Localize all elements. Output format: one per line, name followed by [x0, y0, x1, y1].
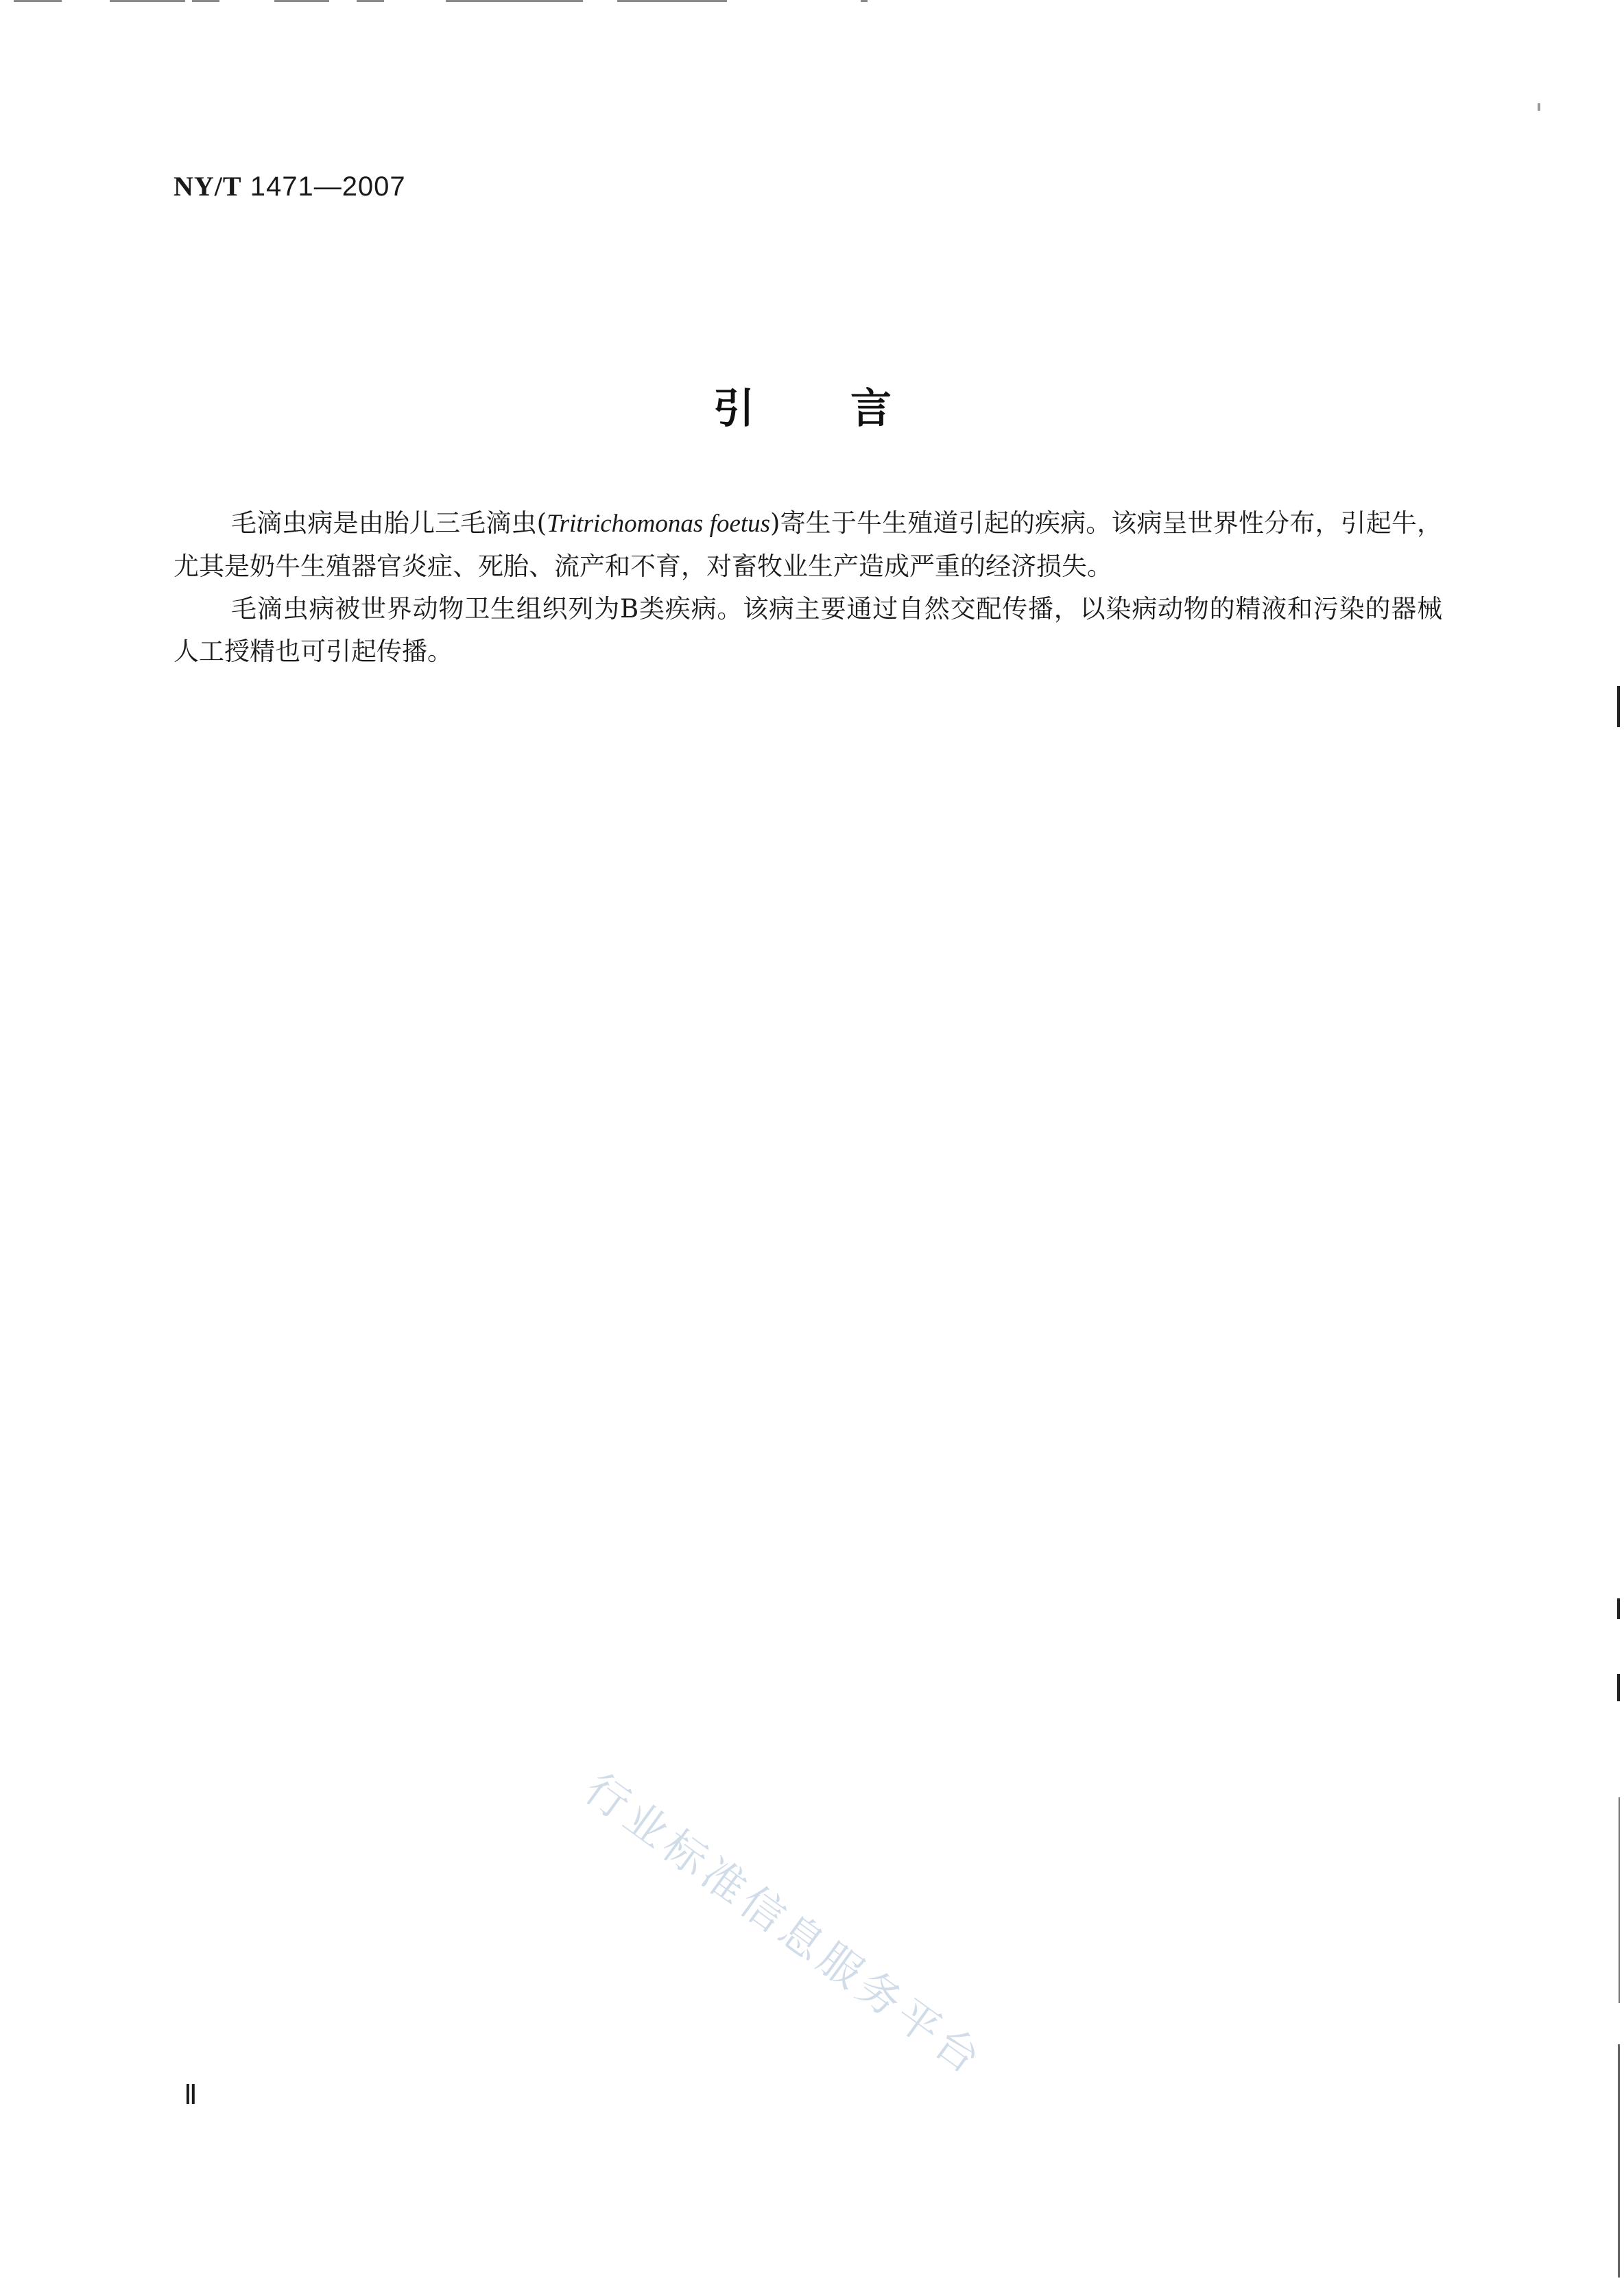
- standard-prefix: NY/T: [174, 171, 242, 202]
- body-text: [174, 502, 1442, 673]
- paragraph-1-text-end: )寄生于牛生殖道引起的疾病。该病呈世界性分布，引起牛，尤其是奶牛生殖器官炎症、死胎、流产和不育，对畜牧业生产造成严重的经济损失。: [174, 508, 1442, 581]
- scan-edge-mark: [1617, 686, 1620, 727]
- paragraph-1-text-start: 毛滴虫病是由胎儿三毛滴虫(: [231, 508, 547, 538]
- scan-edge-mark: [1619, 1797, 1620, 2003]
- paragraph-1: [174, 502, 1442, 588]
- watermark: 行业标准信息服务平台: [575, 1763, 994, 2087]
- scan-edge-mark: [1618, 2044, 1620, 2278]
- page-number: Ⅱ: [184, 2079, 198, 2110]
- page-title: 引言: [713, 385, 988, 433]
- scan-edge-mark: [1617, 1674, 1620, 1701]
- paragraph-2: 毛滴虫病被世界动物卫生组织列为B类疾病。该病主要通过自然交配传播，以染病动物的精液和污染的器械人工授精也可引起传播。: [174, 594, 1442, 666]
- scan-artifact-top: [0, 0, 892, 5]
- standard-code: [174, 170, 406, 202]
- scan-edge-mark: [1617, 1598, 1620, 1619]
- species-name: Tritrichomonas foetus: [547, 510, 771, 538]
- standard-number: 1471—2007: [250, 171, 406, 202]
- scan-dust: [1538, 103, 1540, 111]
